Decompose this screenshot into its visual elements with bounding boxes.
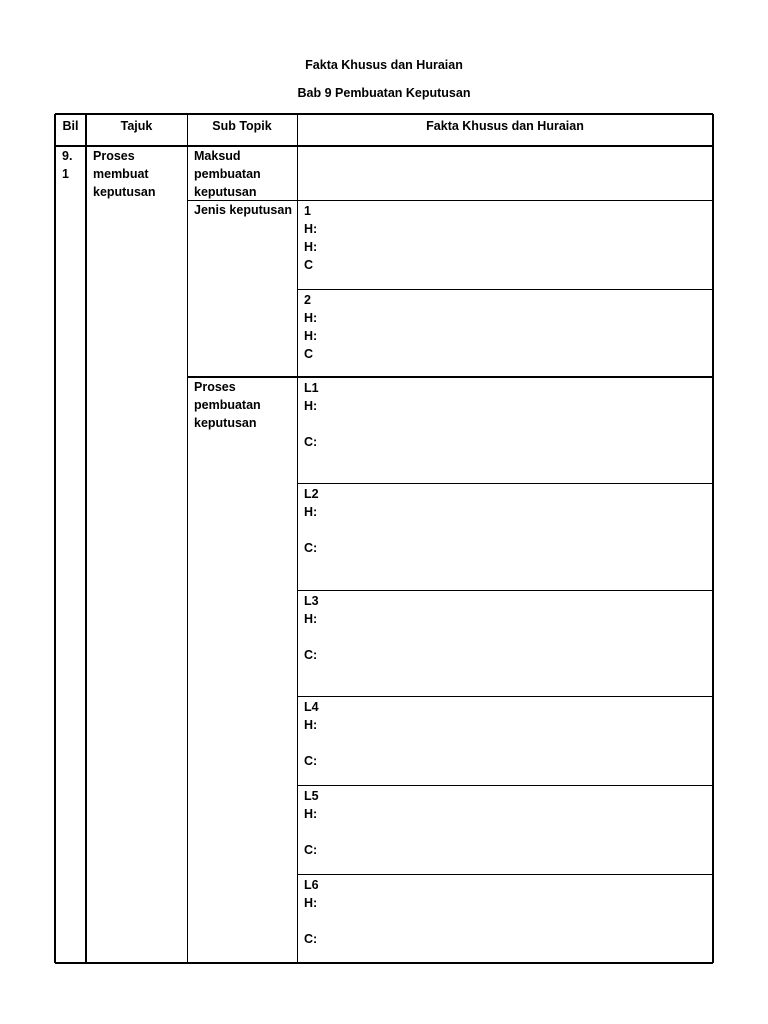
row-divider [187,376,713,378]
tajuk-cell-line: keputusan [93,185,156,199]
fakta-cell-line: L1 [304,381,319,395]
fakta-cell-line: L6 [304,878,319,892]
header-sub-topik-line: Sub Topik [212,119,272,133]
table-border-right [712,114,714,963]
fakta-cell-line: 2 [304,293,311,307]
fakta-cell-line: C: [304,932,318,946]
column-divider [85,114,87,963]
fakta-cell-line: L4 [304,700,319,714]
header-tajuk [86,117,187,135]
fakta-cell-line: C [304,347,314,361]
tajuk-cell [93,147,156,201]
fakta-cell-line: C [304,258,314,272]
fakta-cell-line: C: [304,435,318,449]
fakta-cell [304,202,317,274]
fakta-cell-line [304,823,319,841]
fakta-cell-line: C: [304,754,318,768]
header-sub-topik [187,117,297,135]
fakta-cell-line: L5 [304,789,319,803]
row-divider [297,200,713,201]
fakta-cell-line: H: [304,807,318,821]
subtopic-cell [194,147,261,201]
column-divider [297,114,298,963]
column-divider [187,114,188,963]
fakta-cell-line: L3 [304,594,319,608]
fakta-cell-line: H: [304,896,318,910]
table-border-bottom [55,962,713,964]
row-divider [297,874,713,875]
fakta-cell-line [304,415,319,433]
fakta-cell-line [304,734,319,752]
fakta-cell-line: H: [304,329,318,343]
subtopic-cell-line: Jenis keputusan [194,203,292,217]
fakta-cell [304,485,319,557]
fakta-cell-line: H: [304,399,318,413]
bil-cell [62,147,72,183]
fakta-cell-line [304,912,319,930]
fakta-cell-line: H: [304,311,318,325]
row-divider [297,590,713,591]
fakta-cell [304,787,319,859]
table-border-top [55,113,713,115]
subtopic-cell-line: keputusan [194,416,257,430]
fakta-cell-line [304,628,319,646]
fakta-cell-line: H: [304,505,318,519]
subtopic-cell-line: pembuatan [194,167,261,181]
fakta-cell-line: H: [304,240,318,254]
subtopic-cell-line: Maksud [194,149,241,163]
subtopic-cell-line: Proses [194,380,236,394]
table-border-left [54,114,56,963]
header-tajuk-line: Tajuk [120,119,153,133]
document-title: Fakta Khusus dan Huraian [305,58,463,72]
subtopic-cell-line: keputusan [194,185,257,199]
fakta-cell-line: C: [304,843,318,857]
subtopic-cell [194,378,261,432]
fakta-cell [304,291,317,363]
fakta-cell [304,379,319,451]
tajuk-cell-line: membuat [93,167,149,181]
row-divider [297,785,713,786]
fakta-cell-line: H: [304,222,318,236]
document-subtitle: Bab 9 Pembuatan Keputusan [297,86,471,100]
header-bil-line: Bil [62,119,79,133]
fakta-cell-line: L2 [304,487,319,501]
fakta-cell-line: C: [304,541,318,555]
header-bil [55,117,86,135]
fakta-cell-line: H: [304,612,318,626]
header-fakta [297,117,713,135]
header-fakta-line: Fakta Khusus dan Huraian [426,119,584,133]
tajuk-cell-line: Proses [93,149,135,163]
row-divider [297,696,713,697]
fakta-cell-line: 1 [304,204,311,218]
bil-cell-line: 9. [62,149,73,163]
fakta-cell-line: H: [304,718,318,732]
fakta-cell [304,592,319,664]
subtopic-cell [194,201,292,219]
bil-cell-line: 1 [62,167,69,181]
row-divider [297,483,713,484]
subtopic-cell-line: pembuatan [194,398,261,412]
row-divider [297,289,713,290]
fakta-cell-line [304,521,319,539]
fakta-cell [304,876,319,948]
fakta-cell-line: C: [304,648,318,662]
fakta-cell [304,698,319,770]
